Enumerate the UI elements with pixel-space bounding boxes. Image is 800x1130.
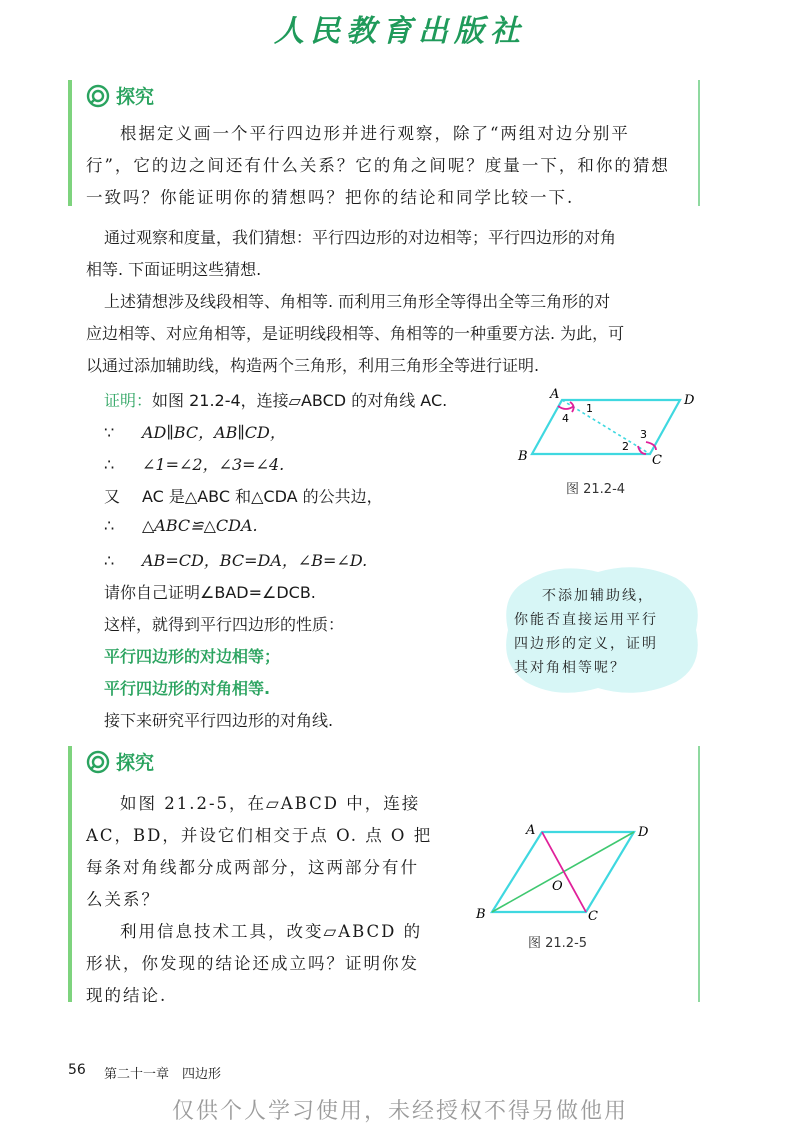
cloud-line-2: 你能否直接运用平行: [514, 612, 658, 628]
therefore-symbol: ∴: [104, 455, 115, 474]
body-paragraph-1: [86, 222, 696, 286]
proof-line-4: [104, 516, 258, 535]
property-1: 平行四边形的对边相等；: [104, 647, 281, 666]
proof-text-5: AB=CD，BC=DA，∠B=∠D.: [142, 551, 368, 570]
label-angle-3: 3: [640, 428, 647, 441]
therefore-symbol: ∴: [104, 516, 115, 535]
proof-text-0: 如图 21.2-4，连接▱ABCD 的对角线 AC.: [152, 391, 448, 410]
label-B: B: [518, 449, 528, 464]
proof-line-5: [104, 548, 367, 571]
proof-line-3: [104, 484, 383, 507]
explore1-line-1: 根据定义画一个平行四边形并进行观察，除了“两组对边分别平: [120, 124, 630, 143]
p1-line-1: 通过观察和度量，我们猜想：平行四边形的对边相等；平行四边形的对角: [104, 228, 617, 247]
cloud-text: [514, 584, 674, 680]
explore-title-text: 探究: [116, 86, 155, 108]
explore2-line-5: 利用信息技术工具，改变▱ABCD 的: [120, 922, 423, 941]
explore-icon: [86, 84, 110, 108]
proof-line-6: 请你自己证明∠BAD=∠DCB.: [104, 583, 316, 602]
proof-text-2: ∠1=∠2，∠3=∠4.: [142, 455, 285, 474]
proof-text-4: △ABC≌△CDA.: [142, 516, 258, 535]
figure-caption-2: 图 21.2-5: [528, 936, 588, 951]
explore2-line-3: 每条对角线都分成两部分，这两部分有什: [86, 858, 419, 877]
proof-text-3: AC 是△ABC 和△CDA 的公共边，: [142, 487, 383, 506]
label-C: C: [652, 453, 662, 468]
label-D2: D: [638, 825, 649, 840]
p1-line-2: 相等. 下面证明这些猜想.: [86, 260, 262, 279]
explore-title-text: 探究: [116, 752, 155, 774]
because-symbol: ∵: [104, 423, 115, 442]
explore-icon: [86, 750, 110, 774]
cloud-line-1: 不添加辅助线，: [542, 588, 654, 604]
p2-line-2: 应边相等、对应角相等，是证明线段相等、角相等的一种重要方法. 为此，可: [86, 324, 625, 343]
label-D: D: [684, 393, 695, 408]
angle-mark-3: [646, 442, 656, 450]
explore-title-2: [86, 748, 154, 775]
p2-line-3: 以通过添加辅助线，构造两个三角形，利用三角形全等进行证明.: [86, 356, 540, 375]
diagonal-ac: [562, 400, 650, 454]
page-number: 56: [68, 1062, 86, 1078]
body-paragraph-2: [86, 286, 696, 382]
label-A: A: [550, 387, 560, 402]
diagonal-ac-2: [542, 832, 586, 912]
explore2-line-7: 现的结论.: [86, 986, 168, 1005]
cloud-line-4: 其对角相等呢？: [514, 660, 626, 676]
proof-line-8: 接下来研究平行四边形的对角线.: [104, 711, 334, 730]
label-angle-2: 2: [622, 440, 629, 453]
explore1-line-3: 一致吗？你能证明你的猜想吗？把你的结论和同学比较一下.: [86, 188, 575, 207]
label-angle-4: 4: [562, 412, 569, 425]
figure-21-2-5: [470, 818, 660, 928]
label-angle-1: 1: [586, 402, 593, 415]
proof-text-1: AD∥BC，AB∥CD，: [142, 423, 286, 442]
cloud-line-3: 四边形的定义，证明: [514, 636, 658, 652]
explore1-line-2: 行”，它的边之间还有什么关系？它的角之间呢？度量一下，和你的猜想: [86, 156, 670, 175]
watermark: 仅供个人学习使用，未经授权不得另做他用: [171, 1099, 628, 1124]
parallelogram-abcd: [532, 400, 680, 454]
angle-mark-4: [558, 406, 574, 409]
therefore-symbol: ∴: [104, 551, 115, 570]
label-B2: B: [476, 907, 486, 922]
explore2-line-1: 如图 21.2-5，在▱ABCD 中，连接: [120, 794, 421, 813]
p2-line-1: 上述猜想涉及线段相等、角相等. 而利用三角形全等得出全等三角形的对: [104, 292, 611, 311]
property-2: 平行四边形的对角相等.: [104, 679, 271, 698]
label-C2: C: [588, 909, 598, 924]
proof-line-0: [104, 388, 447, 411]
label-O: O: [552, 879, 563, 894]
label-A2: A: [526, 823, 536, 838]
explore-title-1: [86, 82, 154, 109]
explore2-line-2: AC，BD，并设它们相交于点 O. 点 O 把: [86, 826, 433, 845]
proof-line-2: [104, 452, 284, 475]
proof-label: 证明：: [104, 391, 153, 410]
also-word: 又: [104, 487, 121, 506]
explore-box-1: [68, 80, 700, 206]
publisher-logo: 人民教育出版社: [274, 14, 526, 49]
explore2-line-6: 形状，你发现的结论还成立吗？证明你发: [86, 954, 419, 973]
explore2-line-4: 么关系？: [86, 890, 160, 909]
proof-line-1: [104, 420, 286, 443]
proof-line-7: 这样，就得到平行四边形的性质：: [104, 615, 345, 634]
figure-caption-1: 图 21.2-4: [566, 482, 626, 497]
figure-21-2-4: [510, 384, 710, 468]
chapter-title: 第二十一章 四边形: [104, 1067, 222, 1082]
